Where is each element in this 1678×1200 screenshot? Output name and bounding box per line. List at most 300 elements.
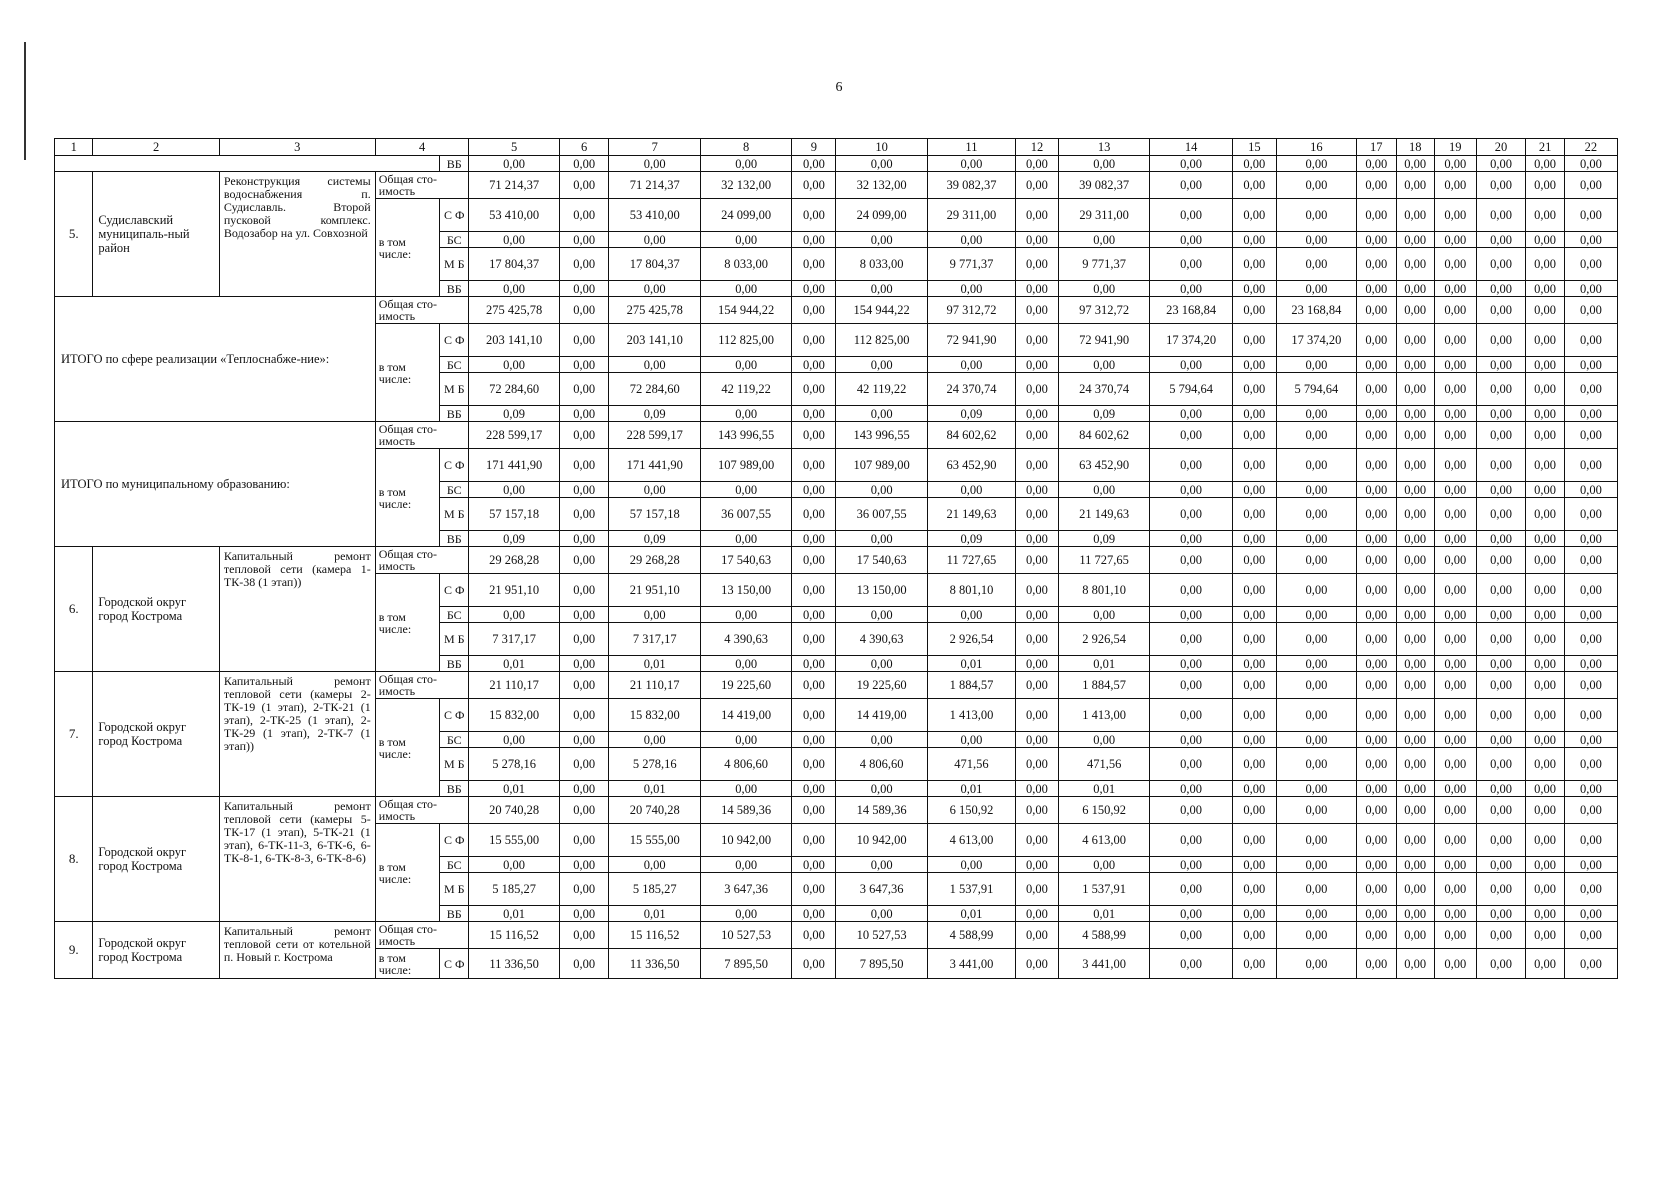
header-cell: 14	[1150, 139, 1232, 156]
value-cell: 0,00	[1015, 607, 1058, 623]
value-cell: 0,00	[1357, 172, 1397, 199]
value-cell: 0,01	[1058, 781, 1149, 797]
value-cell: 9 771,37	[1058, 248, 1149, 281]
value-cell: 0,00	[1476, 732, 1526, 748]
value-cell: 0,00	[1476, 781, 1526, 797]
value-cell: 4 588,99	[927, 922, 1015, 949]
value-cell: 0,00	[1434, 857, 1476, 873]
value-cell: 29 268,28	[609, 547, 700, 574]
value-cell: 0,00	[792, 949, 836, 979]
value-cell: 0,00	[792, 281, 836, 297]
value-cell: 0,00	[836, 406, 927, 422]
table-row	[55, 547, 1618, 574]
value-cell: 0,09	[1058, 531, 1149, 547]
value-cell: 0,00	[927, 607, 1015, 623]
value-cell: 0,00	[1058, 281, 1149, 297]
value-cell: 0,00	[469, 482, 559, 498]
value-cell: 0,00	[1434, 232, 1476, 248]
value-cell: 36 007,55	[836, 498, 927, 531]
value-cell: 0,00	[559, 357, 609, 373]
value-cell: 0,00	[1564, 248, 1617, 281]
value-cell: 0,00	[836, 781, 927, 797]
value-cell: 0,00	[1526, 797, 1564, 824]
value-cell: 0,00	[836, 531, 927, 547]
value-cell: 0,00	[1564, 607, 1617, 623]
value-cell: 0,00	[1396, 248, 1434, 281]
value-cell: 0,00	[792, 672, 836, 699]
value-cell: 0,00	[1434, 357, 1476, 373]
source-code: ВБ	[440, 531, 469, 547]
value-cell: 0,00	[1276, 748, 1356, 781]
value-cell: 0,00	[792, 482, 836, 498]
value-cell: 0,00	[559, 574, 609, 607]
value-cell: 8 801,10	[927, 574, 1015, 607]
value-cell: 0,00	[1396, 748, 1434, 781]
value-cell: 0,00	[1396, 232, 1434, 248]
source-code: М Б	[440, 248, 469, 281]
value-cell: 0,00	[1476, 248, 1526, 281]
value-cell: 0,00	[1357, 824, 1397, 857]
value-cell: 0,00	[559, 482, 609, 498]
value-cell: 0,00	[1476, 656, 1526, 672]
value-cell: 21 951,10	[609, 574, 700, 607]
value-cell: 0,00	[1564, 172, 1617, 199]
value-cell: 72 284,60	[469, 373, 559, 406]
value-cell: 21 149,63	[1058, 498, 1149, 531]
municipality-name: Городской округ город Кострома	[93, 922, 219, 979]
value-cell: 0,00	[559, 623, 609, 656]
value-cell: 0,00	[1476, 857, 1526, 873]
value-cell: 72 284,60	[609, 373, 700, 406]
value-cell: 0,00	[1276, 422, 1356, 449]
value-cell: 0,00	[1232, 949, 1276, 979]
source-code: М Б	[440, 623, 469, 656]
value-cell: 0,00	[1564, 482, 1617, 498]
value-cell: 1 537,91	[1058, 873, 1149, 906]
value-cell: 0,00	[1526, 281, 1564, 297]
value-cell: 0,00	[1232, 922, 1276, 949]
value-cell: 0,00	[1015, 373, 1058, 406]
value-cell: 0,00	[1015, 857, 1058, 873]
value-cell: 0,09	[609, 406, 700, 422]
value-cell: 0,00	[1015, 172, 1058, 199]
row-number: 8.	[55, 797, 93, 922]
in-which-label: в том числе:	[375, 449, 439, 547]
value-cell: 0,00	[1526, 781, 1564, 797]
value-cell: 0,00	[1564, 922, 1617, 949]
total-cost-label: Общая сто-имость	[375, 422, 469, 449]
value-cell: 0,00	[1150, 672, 1232, 699]
value-cell: 0,00	[1058, 607, 1149, 623]
value-cell: 0,00	[1232, 172, 1276, 199]
header-cell: 17	[1357, 139, 1397, 156]
source-code: БС	[440, 857, 469, 873]
value-cell: 0,00	[1526, 857, 1564, 873]
header-cell: 7	[609, 139, 700, 156]
value-cell: 0,00	[1015, 656, 1058, 672]
value-cell: 17 540,63	[836, 547, 927, 574]
value-cell: 0,00	[1434, 482, 1476, 498]
value-cell: 0,00	[609, 357, 700, 373]
value-cell: 0,00	[1232, 482, 1276, 498]
value-cell: 39 082,37	[1058, 172, 1149, 199]
value-cell: 0,00	[1150, 281, 1232, 297]
value-cell: 0,00	[1232, 449, 1276, 482]
source-code: М Б	[440, 498, 469, 531]
value-cell: 0,00	[1396, 498, 1434, 531]
value-cell: 0,00	[1476, 574, 1526, 607]
value-cell: 107 989,00	[836, 449, 927, 482]
value-cell: 0,00	[1357, 748, 1397, 781]
value-cell: 0,00	[1150, 797, 1232, 824]
value-cell: 0,00	[1476, 873, 1526, 906]
value-cell: 0,00	[1015, 732, 1058, 748]
value-cell: 0,00	[1476, 748, 1526, 781]
value-cell: 0,00	[1150, 248, 1232, 281]
value-cell: 11 727,65	[1058, 547, 1149, 574]
in-which-label: в том числе:	[375, 949, 439, 979]
value-cell: 0,00	[1276, 531, 1356, 547]
value-cell: 0,00	[1564, 906, 1617, 922]
source-code: С Ф	[440, 449, 469, 482]
value-cell: 0,00	[1526, 297, 1564, 324]
value-cell: 15 832,00	[469, 699, 559, 732]
value-cell: 5 185,27	[609, 873, 700, 906]
value-cell: 4 613,00	[1058, 824, 1149, 857]
value-cell: 0,00	[1396, 373, 1434, 406]
value-cell: 228 599,17	[609, 422, 700, 449]
value-cell: 0,00	[792, 873, 836, 906]
source-code: С Ф	[440, 324, 469, 357]
value-cell: 0,00	[1232, 699, 1276, 732]
value-cell: 0,00	[1564, 422, 1617, 449]
value-cell: 4 806,60	[700, 748, 791, 781]
value-cell: 0,00	[1232, 623, 1276, 656]
value-cell: 0,00	[700, 232, 791, 248]
value-cell: 0,00	[559, 373, 609, 406]
value-cell: 0,00	[1564, 672, 1617, 699]
value-cell: 0,09	[469, 406, 559, 422]
value-cell: 0,00	[559, 281, 609, 297]
value-cell: 0,00	[1232, 281, 1276, 297]
value-cell: 53 410,00	[609, 199, 700, 232]
value-cell: 0,01	[469, 656, 559, 672]
value-cell: 275 425,78	[609, 297, 700, 324]
value-cell: 0,00	[1434, 156, 1476, 172]
source-code: БС	[440, 232, 469, 248]
value-cell: 0,00	[792, 422, 836, 449]
value-cell: 14 589,36	[700, 797, 791, 824]
value-cell: 0,00	[927, 732, 1015, 748]
value-cell: 7 317,17	[469, 623, 559, 656]
value-cell: 0,00	[1015, 281, 1058, 297]
value-cell: 0,00	[1015, 873, 1058, 906]
source-code: С Ф	[440, 824, 469, 857]
value-cell: 171 441,90	[609, 449, 700, 482]
value-cell: 23 168,84	[1276, 297, 1356, 324]
value-cell: 15 555,00	[469, 824, 559, 857]
value-cell: 1 413,00	[927, 699, 1015, 732]
header-cell: 22	[1564, 139, 1617, 156]
value-cell: 0,01	[927, 906, 1015, 922]
value-cell: 10 942,00	[836, 824, 927, 857]
value-cell: 0,00	[1150, 156, 1232, 172]
blank-cell	[55, 156, 440, 172]
value-cell: 0,00	[559, 172, 609, 199]
value-cell: 0,00	[1150, 949, 1232, 979]
value-cell: 0,00	[1058, 732, 1149, 748]
value-cell: 17 540,63	[700, 547, 791, 574]
value-cell: 0,00	[1396, 449, 1434, 482]
value-cell: 0,00	[1434, 732, 1476, 748]
value-cell: 0,00	[1476, 406, 1526, 422]
value-cell: 0,00	[1015, 781, 1058, 797]
value-cell: 19 225,60	[700, 672, 791, 699]
value-cell: 0,00	[1150, 406, 1232, 422]
header-cell: 12	[1015, 139, 1058, 156]
value-cell: 0,00	[1396, 281, 1434, 297]
value-cell: 0,00	[609, 156, 700, 172]
value-cell: 0,00	[1396, 781, 1434, 797]
value-cell: 0,00	[1015, 547, 1058, 574]
value-cell: 0,00	[469, 281, 559, 297]
value-cell: 0,00	[1150, 422, 1232, 449]
value-cell: 84 602,62	[1058, 422, 1149, 449]
value-cell: 0,00	[836, 156, 927, 172]
value-cell: 0,00	[792, 699, 836, 732]
value-cell: 0,00	[1015, 482, 1058, 498]
value-cell: 0,00	[1564, 656, 1617, 672]
value-cell: 0,00	[1476, 172, 1526, 199]
value-cell: 0,00	[1476, 422, 1526, 449]
value-cell: 0,00	[559, 156, 609, 172]
value-cell: 0,00	[1357, 547, 1397, 574]
source-code: С Ф	[440, 699, 469, 732]
value-cell: 1 413,00	[1058, 699, 1149, 732]
header-cell: 16	[1276, 139, 1356, 156]
value-cell: 19 225,60	[836, 672, 927, 699]
value-cell: 0,00	[1015, 498, 1058, 531]
value-cell: 17 374,20	[1276, 324, 1356, 357]
total-cost-label: Общая сто-имость	[375, 672, 469, 699]
source-code: БС	[440, 482, 469, 498]
value-cell: 0,00	[1434, 324, 1476, 357]
value-cell: 0,00	[792, 373, 836, 406]
value-cell: 0,00	[927, 482, 1015, 498]
value-cell: 0,00	[559, 857, 609, 873]
value-cell: 0,00	[700, 156, 791, 172]
project-description: Капитальный ремонт тепловой сети (камера 1-ТК-38 (1 этап))	[219, 547, 375, 672]
value-cell: 0,00	[1015, 797, 1058, 824]
value-cell: 0,00	[1564, 824, 1617, 857]
value-cell: 0,00	[1232, 607, 1276, 623]
value-cell: 0,00	[1434, 574, 1476, 607]
value-cell: 0,00	[1564, 199, 1617, 232]
value-cell: 0,00	[1276, 482, 1356, 498]
value-cell: 3 441,00	[1058, 949, 1149, 979]
value-cell: 10 942,00	[700, 824, 791, 857]
value-cell: 0,00	[1232, 873, 1276, 906]
value-cell: 0,00	[1434, 672, 1476, 699]
value-cell: 0,00	[1357, 623, 1397, 656]
table-row	[55, 672, 1618, 699]
value-cell: 7 895,50	[700, 949, 791, 979]
header-cell: 4	[375, 139, 469, 156]
municipality-name: Городской округ город Кострома	[93, 547, 219, 672]
value-cell: 0,00	[1276, 607, 1356, 623]
value-cell: 0,00	[792, 172, 836, 199]
total-cost-label: Общая сто-имость	[375, 297, 469, 324]
header-cell: 20	[1476, 139, 1526, 156]
value-cell: 0,00	[1564, 949, 1617, 979]
value-cell: 143 996,55	[836, 422, 927, 449]
value-cell: 0,00	[1150, 607, 1232, 623]
value-cell: 0,00	[792, 324, 836, 357]
value-cell: 0,00	[1232, 357, 1276, 373]
header-cell: 21	[1526, 139, 1564, 156]
value-cell: 0,00	[1476, 824, 1526, 857]
value-cell: 0,00	[1434, 922, 1476, 949]
value-cell: 143 996,55	[700, 422, 791, 449]
value-cell: 0,00	[1357, 297, 1397, 324]
value-cell: 0,00	[559, 922, 609, 949]
value-cell: 0,00	[469, 857, 559, 873]
header-cell: 5	[469, 139, 559, 156]
value-cell: 0,00	[1396, 672, 1434, 699]
value-cell: 471,56	[1058, 748, 1149, 781]
value-cell: 0,00	[1396, 906, 1434, 922]
value-cell: 0,00	[1434, 824, 1476, 857]
value-cell: 24 099,00	[700, 199, 791, 232]
value-cell: 0,00	[927, 357, 1015, 373]
value-cell: 0,00	[1015, 824, 1058, 857]
value-cell: 0,00	[1396, 873, 1434, 906]
municipality-name: Городской округ город Кострома	[93, 672, 219, 797]
in-which-label: в том числе:	[375, 574, 439, 672]
value-cell: 0,00	[1564, 281, 1617, 297]
value-cell: 0,00	[1357, 574, 1397, 607]
value-cell: 0,00	[1015, 531, 1058, 547]
value-cell: 0,00	[1276, 547, 1356, 574]
value-cell: 0,00	[1476, 623, 1526, 656]
value-cell: 0,00	[1232, 248, 1276, 281]
value-cell: 0,00	[559, 949, 609, 979]
value-cell: 0,00	[1564, 373, 1617, 406]
value-cell: 0,00	[1232, 656, 1276, 672]
value-cell: 0,00	[1434, 906, 1476, 922]
value-cell: 0,00	[1396, 949, 1434, 979]
source-code: ВБ	[440, 906, 469, 922]
value-cell: 0,00	[1276, 172, 1356, 199]
value-cell: 0,00	[1276, 406, 1356, 422]
value-cell: 0,00	[1396, 656, 1434, 672]
value-cell: 0,00	[1150, 623, 1232, 656]
value-cell: 0,00	[1526, 373, 1564, 406]
value-cell: 0,00	[1526, 324, 1564, 357]
value-cell: 154 944,22	[836, 297, 927, 324]
value-cell: 0,00	[1015, 406, 1058, 422]
header-row	[55, 139, 1618, 156]
value-cell: 0,00	[1434, 373, 1476, 406]
value-cell: 0,00	[559, 248, 609, 281]
value-cell: 0,00	[1276, 248, 1356, 281]
value-cell: 0,00	[1434, 172, 1476, 199]
source-code: БС	[440, 357, 469, 373]
value-cell: 14 419,00	[700, 699, 791, 732]
value-cell: 203 141,10	[609, 324, 700, 357]
source-code: БС	[440, 607, 469, 623]
value-cell: 0,01	[609, 656, 700, 672]
value-cell: 0,09	[927, 531, 1015, 547]
value-cell: 0,00	[1434, 297, 1476, 324]
value-cell: 0,00	[1476, 949, 1526, 979]
value-cell: 0,00	[836, 281, 927, 297]
value-cell: 0,00	[1526, 824, 1564, 857]
value-cell: 0,00	[792, 357, 836, 373]
table-row	[55, 797, 1618, 824]
value-cell: 14 419,00	[836, 699, 927, 732]
value-cell: 0,00	[1396, 607, 1434, 623]
value-cell: 0,00	[1232, 797, 1276, 824]
value-cell: 0,00	[1357, 281, 1397, 297]
value-cell: 23 168,84	[1150, 297, 1232, 324]
value-cell: 0,00	[1396, 156, 1434, 172]
value-cell: 0,00	[792, 732, 836, 748]
in-which-label: в том числе:	[375, 324, 439, 422]
value-cell: 21 110,17	[469, 672, 559, 699]
value-cell: 1 884,57	[927, 672, 1015, 699]
value-cell: 0,00	[1526, 156, 1564, 172]
value-cell: 0,01	[1058, 656, 1149, 672]
value-cell: 0,09	[927, 406, 1015, 422]
value-cell: 0,00	[1526, 949, 1564, 979]
value-cell: 0,00	[609, 232, 700, 248]
source-code: ВБ	[440, 781, 469, 797]
value-cell: 0,00	[1232, 824, 1276, 857]
value-cell: 0,00	[1564, 781, 1617, 797]
value-cell: 8 033,00	[836, 248, 927, 281]
value-cell: 0,00	[1564, 857, 1617, 873]
in-which-label: в том числе:	[375, 824, 439, 922]
value-cell: 42 119,22	[700, 373, 791, 406]
value-cell: 0,00	[1276, 449, 1356, 482]
value-cell: 84 602,62	[927, 422, 1015, 449]
value-cell: 15 832,00	[609, 699, 700, 732]
value-cell: 0,00	[1015, 623, 1058, 656]
value-cell: 0,00	[559, 232, 609, 248]
table-row	[55, 297, 1618, 324]
value-cell: 0,01	[609, 781, 700, 797]
value-cell: 72 941,90	[1058, 324, 1149, 357]
value-cell: 0,00	[1476, 449, 1526, 482]
value-cell: 0,00	[792, 607, 836, 623]
value-cell: 0,00	[1396, 324, 1434, 357]
value-cell: 0,00	[1564, 297, 1617, 324]
value-cell: 0,00	[1357, 607, 1397, 623]
value-cell: 4 390,63	[836, 623, 927, 656]
value-cell: 0,00	[1150, 547, 1232, 574]
value-cell: 0,00	[1434, 781, 1476, 797]
value-cell: 0,00	[559, 547, 609, 574]
value-cell: 0,00	[1150, 656, 1232, 672]
municipality-name: Судиславский муниципаль-ный район	[93, 172, 219, 297]
value-cell: 0,00	[1526, 732, 1564, 748]
value-cell: 0,00	[559, 406, 609, 422]
value-cell: 0,00	[1276, 732, 1356, 748]
page-number: 6	[835, 80, 843, 95]
value-cell: 0,00	[1434, 949, 1476, 979]
value-cell: 0,00	[1564, 156, 1617, 172]
